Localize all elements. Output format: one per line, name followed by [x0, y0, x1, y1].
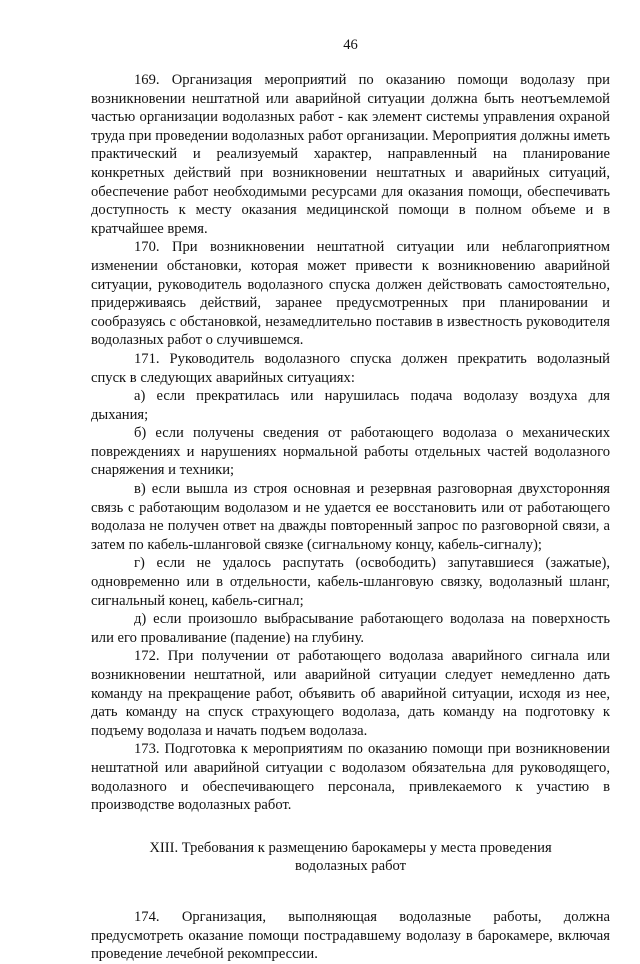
- list-item-e: д) если произошло выбрасывание работающего водолаза на поверхность или его проваливание (падение) на глубину.: [91, 611, 610, 646]
- paragraph-171: 171. Руководитель водолазного спуска должен прекратить водолазный спуск в следующих аварийных ситуациях:: [91, 350, 610, 386]
- page-number: 46: [343, 37, 358, 53]
- paragraph-169: 169. Организация мероприятий по оказанию помощи водолазу при возникновении нештатной или аварийной ситуации должна быть неотъемлемой частью организации водолазных работ - как элемент системы управления охраной труда при проведении водолазных работ организации. Мероприятия должны иметь практический и реализуемый характер, направленный на планирование конкретных действий при возникновении нештатных и аварийных ситуаций, обеспечение работ необходимыми ресурсами для оказания помощи, обеспечивать доступность к месту оказания медицинской помощи в полном объеме и в кратчайшее время.: [91, 72, 610, 237]
- list-item-a: а) если прекратилась или нарушилась подача водолазу воздуха для дыхания;: [91, 388, 610, 423]
- paragraph-173: 173. Подготовка к мероприятиям по оказанию помощи при возникновении нештатной или аварийной ситуации с водолазом обязательна для руководящего, водолазного и обеспечивающего персонала, привлекаемого к участию в производстве водолазных работ.: [91, 741, 610, 814]
- list-item-c: в) если вышла из строя основная и резервная разговорная двухсторонняя связь с работающим водолазом и не удается ее восстановить или от работающего водолаза не получен ответ на дважды повторенный запрос по разговорной связи, а затем по кабель-шланговой связке (сигнальному концу, кабель-сигналу);: [91, 481, 610, 553]
- paragraph-174: 174. Организация, выполняющая водолазные работы, должна предусмотреть оказание помощи пострадавшему водолазу в барокамере, включая проведение лечебной рекомпрессии.: [91, 908, 610, 963]
- paragraph-170: 170. При возникновении нештатной ситуации или неблагоприятном изменении обстановки, которая может привести к возникновению аварийной ситуации, руководитель водолазного спуска должен действовать самостоятельно, придерживаясь действий, заранее предусмотренных при планировании и сообразуясь с обстановкой, незамедлительно поставив в известность руководителя водолазных работ о случившемся.: [91, 239, 610, 349]
- document-page: [91, 36, 610, 964]
- section-heading: XIII. Требования к размещению барокамеры у места проведения водолазных работ: [149, 839, 552, 875]
- list-item-d: г) если не удалось распутать (освободить) запутавшиеся (зажатые), одновременно или в отдельности, кабель-шланговую связку, водолазный шланг, сигнальный конец, кабель-сигнал;: [91, 555, 610, 609]
- list-item-b: б) если получены сведения от работающего водолаза о механических повреждениях и нарушениях нормальной работы отдельных частей водолазного снаряжения и техники;: [91, 425, 610, 479]
- paragraph-172: 172. При получении от работающего водолаза аварийного сигнала или возникновении нештатной, или аварийной ситуации следует немедленно дать команду на прекращение работ, объявить об аварийной ситуации, исходя из нее, дать команду на спуск страхующего водолаза, дать команду на подготовку к подъему водолаза и начать подъем водолаза.: [91, 648, 610, 739]
